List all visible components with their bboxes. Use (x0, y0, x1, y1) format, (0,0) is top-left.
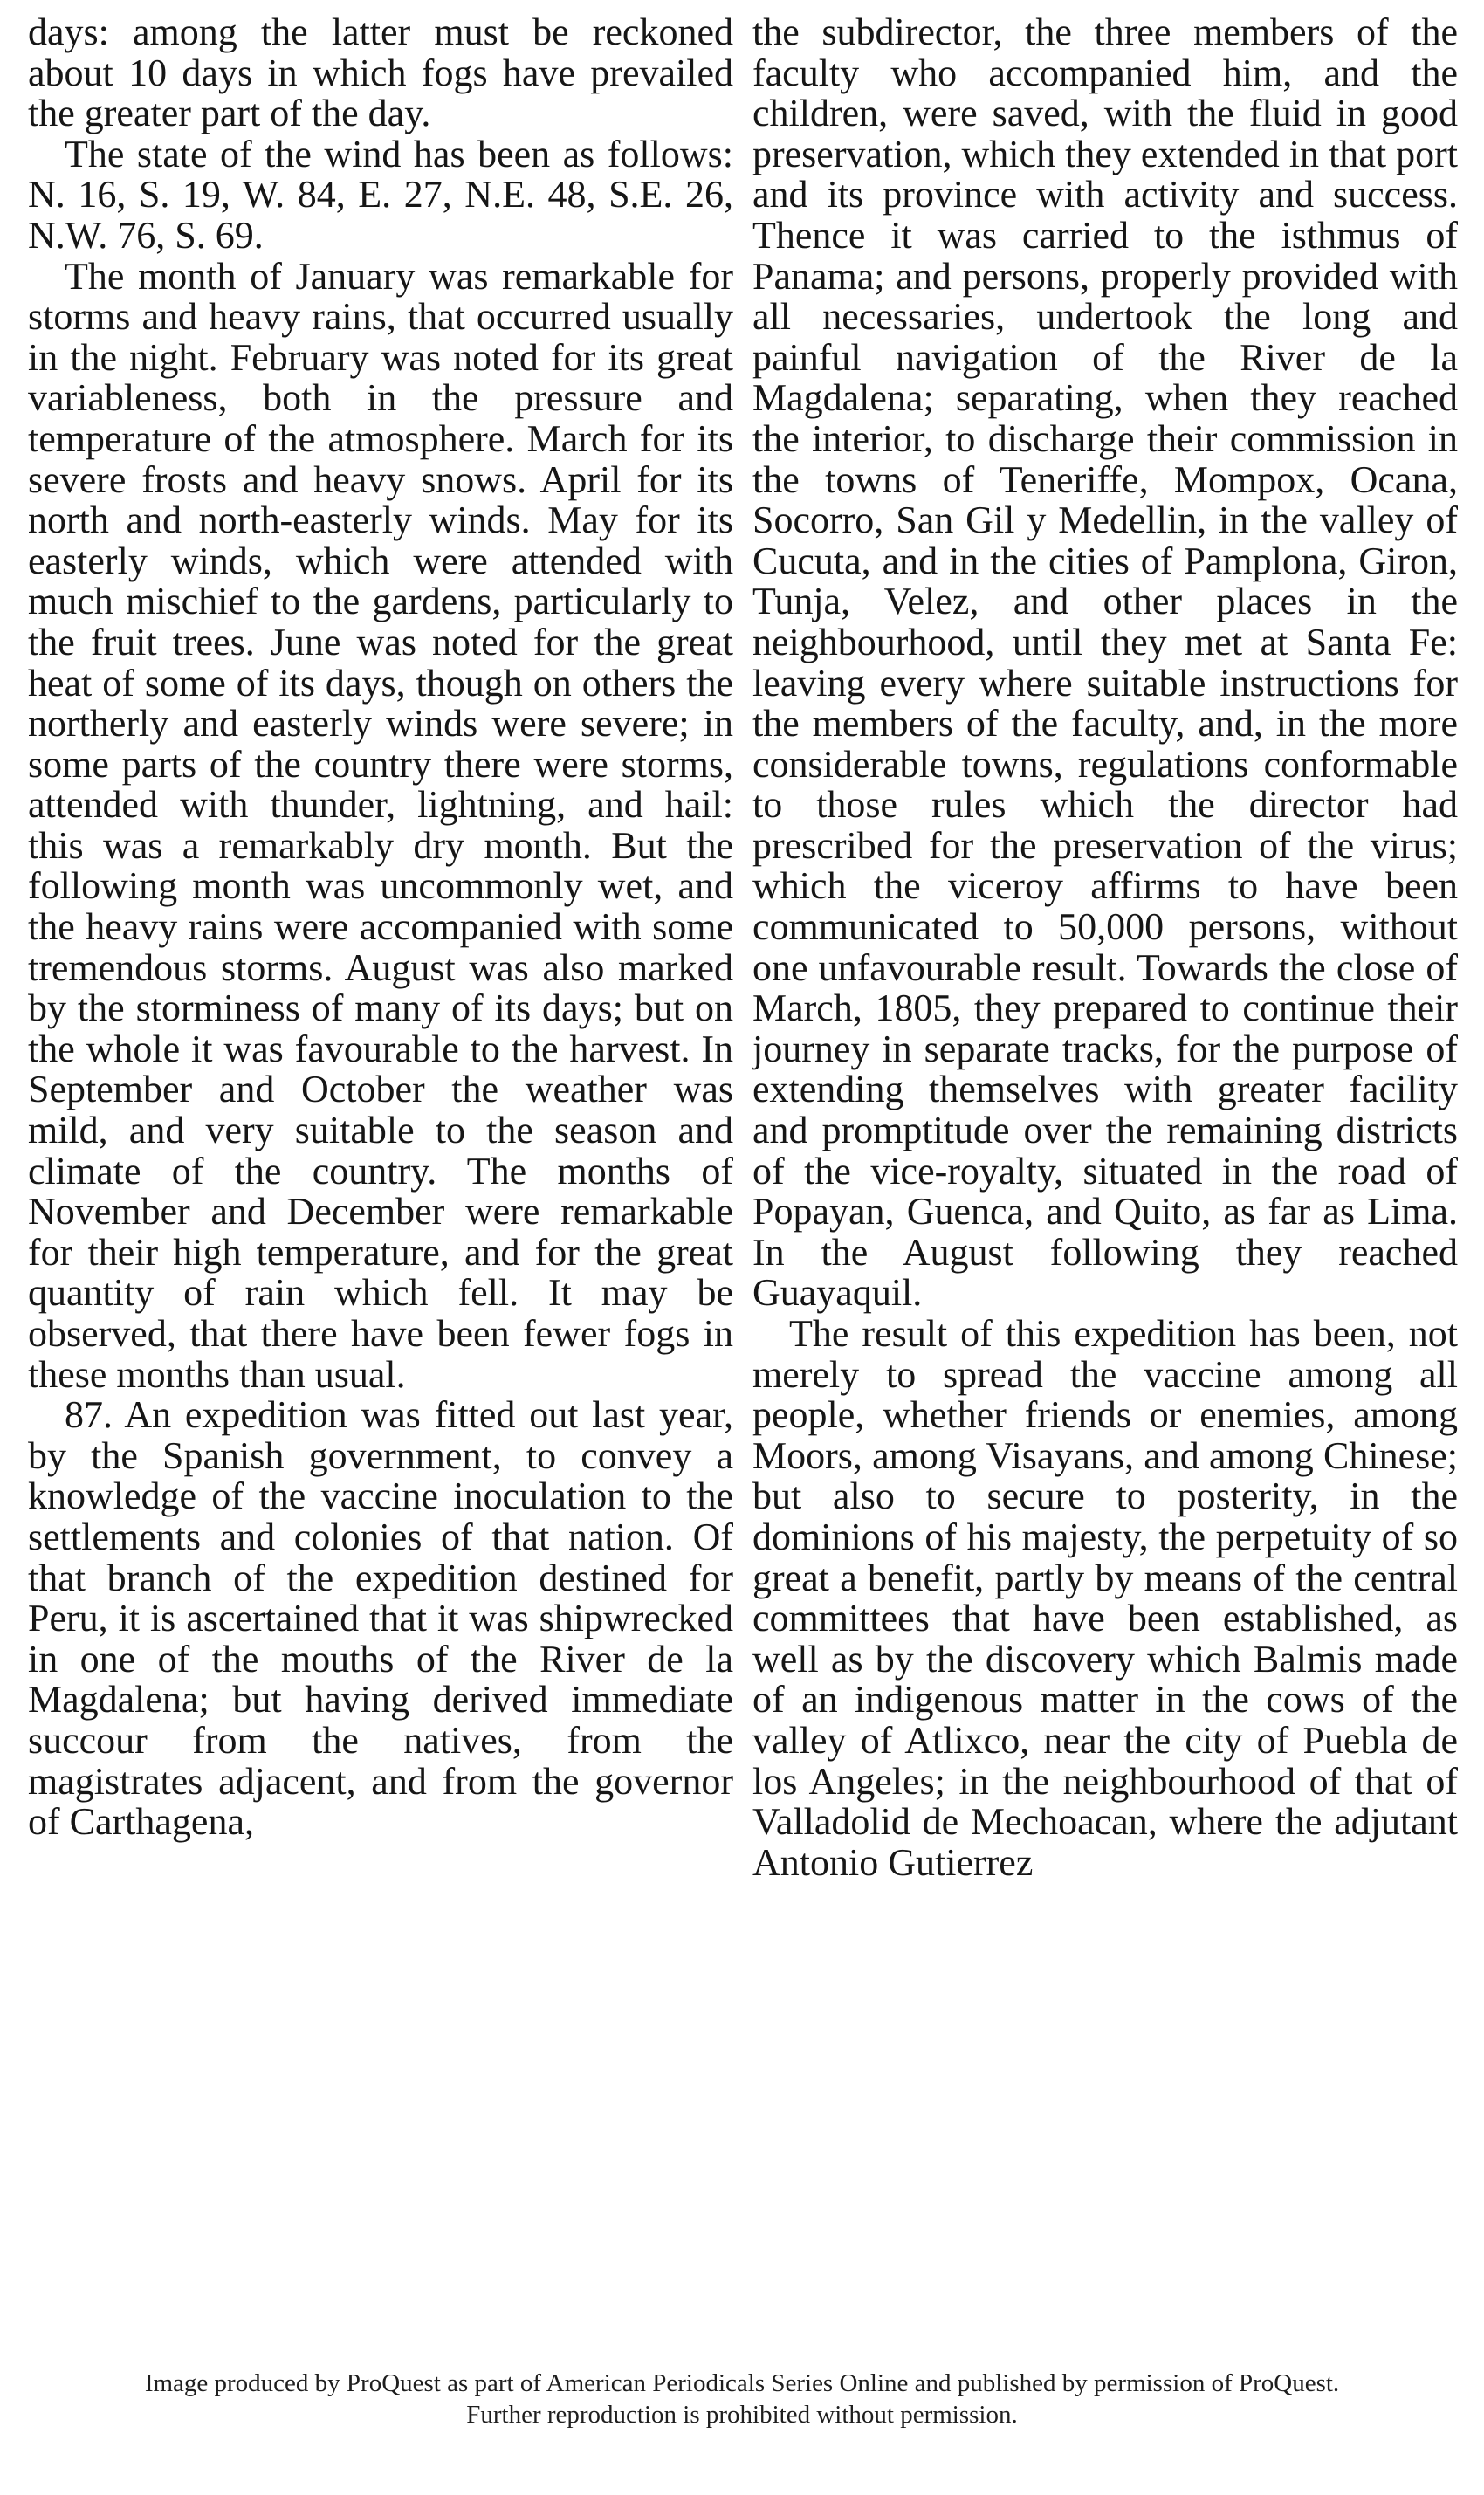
right-text-column (752, 12, 1458, 2343)
paragraph-continuation: days: among the latter must be reckoned about 10 days in which fogs have prevailed the greater part of the day. (28, 12, 733, 135)
paragraph-expedition-result: The result of this expedition has been, not merely to spread the vaccine among all people, whether friends or enemies, among Moors, among Visayans, and among Chinese; but also to secure to posterity, in the dominions of his majesty, the perpetuity of so great a benefit, partly by means of the central committees that have been established, as well as by the discovery which Balmis made of an indigenous matter in the cows of the valley of Atlixco, near the city of Puebla de los Angeles; in the neighbourhood of that of Valladolid de Mechoacan, where the adjutant Antonio Gutierrez (752, 1312, 1458, 1884)
left-text-column (28, 12, 733, 2343)
paragraph-expedition-87: 87. An expedition was fitted out last year, by the Spanish government, to convey a knowledge of the vaccine inoculation to the settlements and colonies of that nation. Of that branch of the expedition destined for Peru, it is ascertained that it was shipwrecked in one of the mouths of the River de la Magdalena; but having derived immediate succour from the natives, from the magistrates adjacent, and from the governor of Carthagena, (28, 1393, 733, 1844)
paragraph-expedition-continued: the subdirector, the three members of the faculty who accompanied him, and the children, were saved, with the fluid in good preservation, which they extended in that port and its province with activity and success. Thence it was carried to the isthmus of Panama; and persons, properly provided with all necessaries, undertook the long and painful navigation of the River de la Magdalena; separating, when they reached the interior, to discharge their commission in the towns of Teneriffe, Mompox, Ocana, Socorro, San Gil y Medellin, in the valley of Cucuta, and in the cities of Pamplona, Giron, Tunja, Velez, and other places in the neighbourhood, until they met at Santa Fe: leaving every where suitable instructions for the members of the faculty, and, in the more considerable towns, regulations conformable to those rules which the director had prescribed for the preservation of the virus; which the viceroy affirms to have been communicated to 50,000 persons, without one unfavourable result. Towards the close of March, 1805, they prepared to continue their journey in separate tracks, for the purpose of extending themselves with greater facility and promptitude over the remaining districts of the vice-royalty, situated in the road of Popayan, Guenca, and Quito, as far as Lima. In the August following they reached Guayaquil. (752, 12, 1458, 1315)
footer-reproduction-line: Further reproduction is prohibited without permission. (466, 2401, 1018, 2429)
paragraph-monthly-weather: The month of January was remarkable for storms and heavy rains, that occurred usually in the night. February was noted for its great variableness, both in the pressure and temperature of the atmosphere. March for its severe frosts and heavy snows. April for its north and north-easterly winds. May for its easterly winds, which were attended with much mischief to the gardens, particularly to the fruit trees. June was noted for the great heat of some of its days, though on others the northerly and easterly winds were severe; in some parts of the country there were storms, attended with thunder, lightning, and hail: this was a remarkably dry month. But the following month was uncommonly wet, and the heavy rains were accompanied with some tremendous storms. August was also marked by the storminess of many of its days; but on the whole it was favourable to the harvest. In September and October the weather was mild, and very suitable to the season and climate of the country. The months of November and December were remarkable for their high temperature, and for the great quantity of rain which fell. It may be observed, that there have been fewer fogs in these months than usual. (28, 254, 733, 1396)
paragraph-wind-state: The state of the wind has been as follows: N. 16, S. 19, W. 84, E. 27, N.E. 48, S.E. 26, N.W. 76, S. 69. (28, 132, 733, 257)
footer-permission-line: Image produced by ProQuest as part of American Periodicals Series Online and published by permission of ProQuest. (144, 2369, 1340, 2397)
proquest-footer (0, 2368, 1484, 2430)
